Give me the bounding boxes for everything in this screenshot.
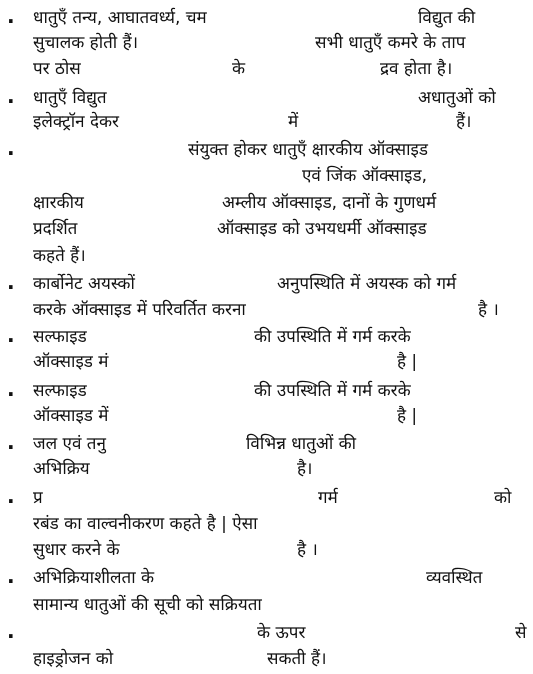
text-fragment: सुधार करने के: [33, 540, 120, 560]
text-fragment: जल एवं तनु: [33, 434, 106, 454]
list-bullet: .: [7, 323, 15, 347]
text-fragment: प्र: [33, 488, 43, 508]
text-fragment: प्रदर्शित: [33, 219, 78, 239]
text-fragment: सल्फाइड: [33, 381, 87, 401]
text-fragment: संयुक्त होकर धातुएँ क्षारकीय ऑक्साइड: [188, 140, 428, 160]
text-fragment: है।: [297, 459, 313, 479]
text-fragment: के: [232, 59, 246, 79]
text-fragment: अभिक्रिय: [33, 459, 90, 479]
text-fragment: अधातुओं को: [418, 88, 496, 108]
text-fragment: इलेक्ट्रॉन देकर: [33, 112, 119, 132]
text-fragment: एवं जिंक ऑक्साइड,: [302, 166, 428, 186]
text-fragment: कार्बोनेट अयस्कों: [33, 274, 135, 294]
text-fragment: क्षारकीय: [33, 193, 84, 213]
text-fragment: कहते हैं।: [33, 246, 86, 266]
text-fragment: सामान्य धातुओं की सूची को सक्रियता: [33, 595, 262, 615]
text-fragment: को: [494, 488, 512, 508]
text-fragment: ऑक्साइड को उभयधर्मी ऑक्साइड: [217, 219, 427, 239]
text-fragment: हैं।: [456, 112, 472, 132]
text-fragment: है ।: [478, 300, 499, 320]
text-fragment: धातुएँ विद्युत: [33, 88, 107, 108]
list-bullet: .: [7, 564, 15, 588]
text-fragment: व्यवस्थित: [426, 568, 483, 588]
text-fragment: अभिक्रियाशीलता के: [33, 568, 155, 588]
list-bullet: .: [7, 619, 15, 643]
text-fragment: ऑक्साइड में: [33, 406, 109, 426]
list-bullet: .: [7, 430, 15, 454]
list-bullet: .: [7, 84, 15, 108]
text-fragment: की उपस्थिति में गर्म करके: [254, 327, 411, 347]
text-fragment: सभी धातुएँ कमरे के ताप: [315, 33, 466, 53]
text-fragment: सुचालक होती हैं।: [33, 33, 139, 53]
text-fragment: पर ठोस: [33, 59, 81, 79]
text-fragment: गर्म: [318, 488, 338, 508]
text-fragment: है |: [397, 406, 418, 426]
text-fragment: अम्लीय ऑक्साइड, दानों के गुणधर्म: [222, 193, 437, 213]
list-bullet: .: [7, 377, 15, 401]
text-fragment: विद्युत की: [418, 8, 476, 28]
text-fragment: ऑक्साइड मं: [33, 352, 109, 372]
text-fragment: करके ऑक्साइड में परिवर्तित करना: [33, 300, 246, 320]
text-fragment: से: [515, 623, 527, 643]
text-fragment: धातुएँ तन्य, आघातवर्ध्य, चम: [33, 8, 207, 28]
text-fragment: हाइड्रोजन को: [33, 649, 114, 669]
list-bullet: .: [7, 270, 15, 294]
text-fragment: विभिन्न धातुओं की: [246, 434, 357, 454]
text-fragment: सल्फाइड: [33, 327, 87, 347]
text-fragment: अनुपस्थिति में अयस्क को गर्म: [277, 274, 457, 294]
text-fragment: द्रव होता है।: [380, 59, 453, 79]
text-fragment: में: [288, 112, 299, 132]
list-bullet: .: [7, 4, 15, 28]
text-fragment: सकती हैं।: [267, 649, 327, 669]
text-fragment: की उपस्थिति में गर्म करके: [254, 381, 411, 401]
list-bullet: .: [7, 484, 15, 508]
text-fragment: है |: [397, 352, 418, 372]
list-bullet: .: [7, 136, 15, 160]
text-fragment: रबंड का वाल्वनीकरण कहते है | ऐसा: [33, 514, 258, 534]
text-fragment: के ऊपर: [257, 623, 306, 643]
text-fragment: है ।: [297, 540, 318, 560]
